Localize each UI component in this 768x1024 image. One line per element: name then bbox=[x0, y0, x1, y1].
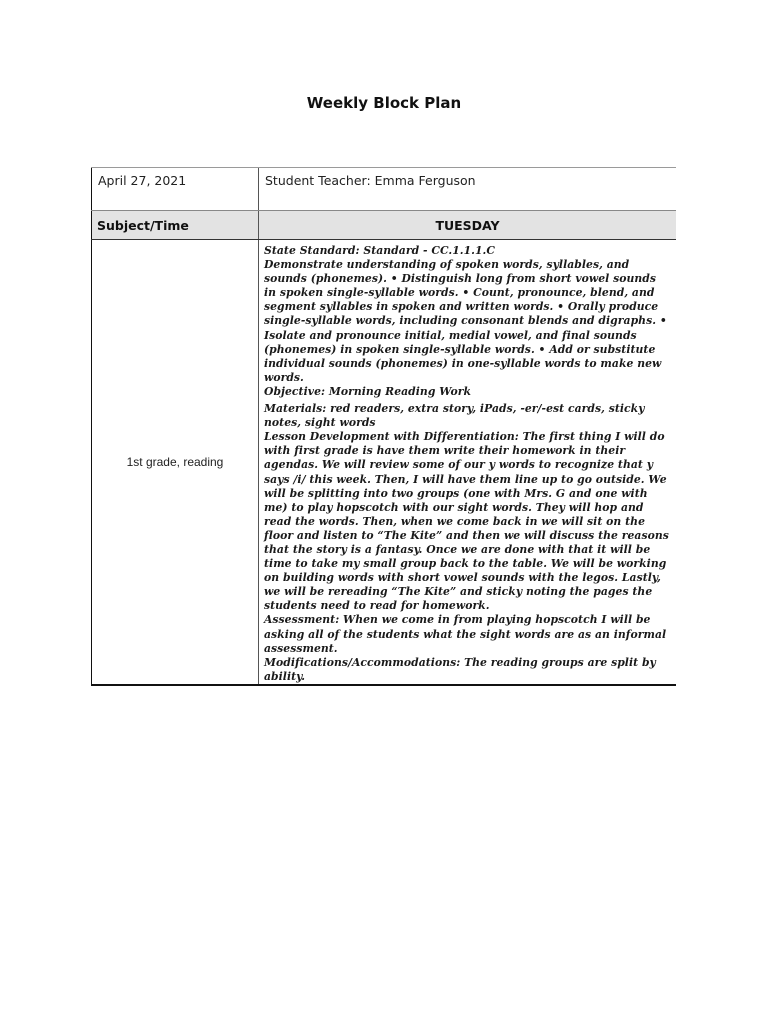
state-standard-line: State Standard: Standard - CC.1.1.1.C bbox=[264, 244, 495, 257]
lesson-development-text: Lesson Development with Differentiation: The first thing I will do with first grade is have them write their homework in their agendas. We will review some of our y words to recognize that y says /i/ this week. Then, I will have them line up to go outside. We will be splitting into two groups (one with Mrs. G and one with me) to play hopscotch with our sight words. They will hop and read the words. Then, when we come back in we will sit on the floor and listen to “The Kite” and then we will discuss the reasons that the story is a fantasy. Once we are done with that it will be time to take my small group back to the table. We will be working on building words with short vowel sounds with the legos. Lastly, we will be rereading “The Kite” and sticky noting the pages the students need to read for homework. bbox=[264, 430, 669, 613]
header-row bbox=[91, 210, 676, 239]
lesson-details-cell bbox=[259, 240, 676, 684]
lesson-row bbox=[91, 239, 676, 686]
modifications-text: Modifications/Accommodations: The reading groups are split by ability. bbox=[264, 655, 656, 683]
date-cell: April 27, 2021 bbox=[91, 168, 259, 210]
student-teacher-cell: Student Teacher: Emma Ferguson bbox=[265, 173, 476, 188]
day-header: TUESDAY bbox=[435, 217, 500, 233]
page-title: Weekly Block Plan bbox=[306, 94, 462, 112]
materials-text: Materials: red readers, extra story, iPads, -er/-est cards, sticky notes, sight words bbox=[264, 402, 645, 430]
subject-cell: 1st grade, reading bbox=[91, 240, 259, 684]
assessment-text: Assessment: When we come in from playing hopscotch I will be asking all of the students what the sight words are as an informal assessment. bbox=[264, 613, 667, 655]
info-row bbox=[91, 167, 676, 210]
objective-text: Objective: Morning Reading Work bbox=[264, 384, 472, 398]
block-plan-table bbox=[91, 167, 676, 686]
standard-text: Demonstrate understanding of spoken words, syllables, and sounds (phonemes). • Distinguish long from short vowel sounds in spoken single-syllable words. • Count, pronounce, blend, and segment syllables in spoken and written words. • Orally produce single-syllable words, including consonant blends and digraphs. • Isolate and pronounce initial, medial vowel, and final sounds (phonemes) in spoken single-syllable words. • Add or substitute individual sounds (phonemes) in one-syllable words to make new words. bbox=[264, 258, 667, 384]
subject-time-header: Subject/Time bbox=[91, 211, 259, 239]
